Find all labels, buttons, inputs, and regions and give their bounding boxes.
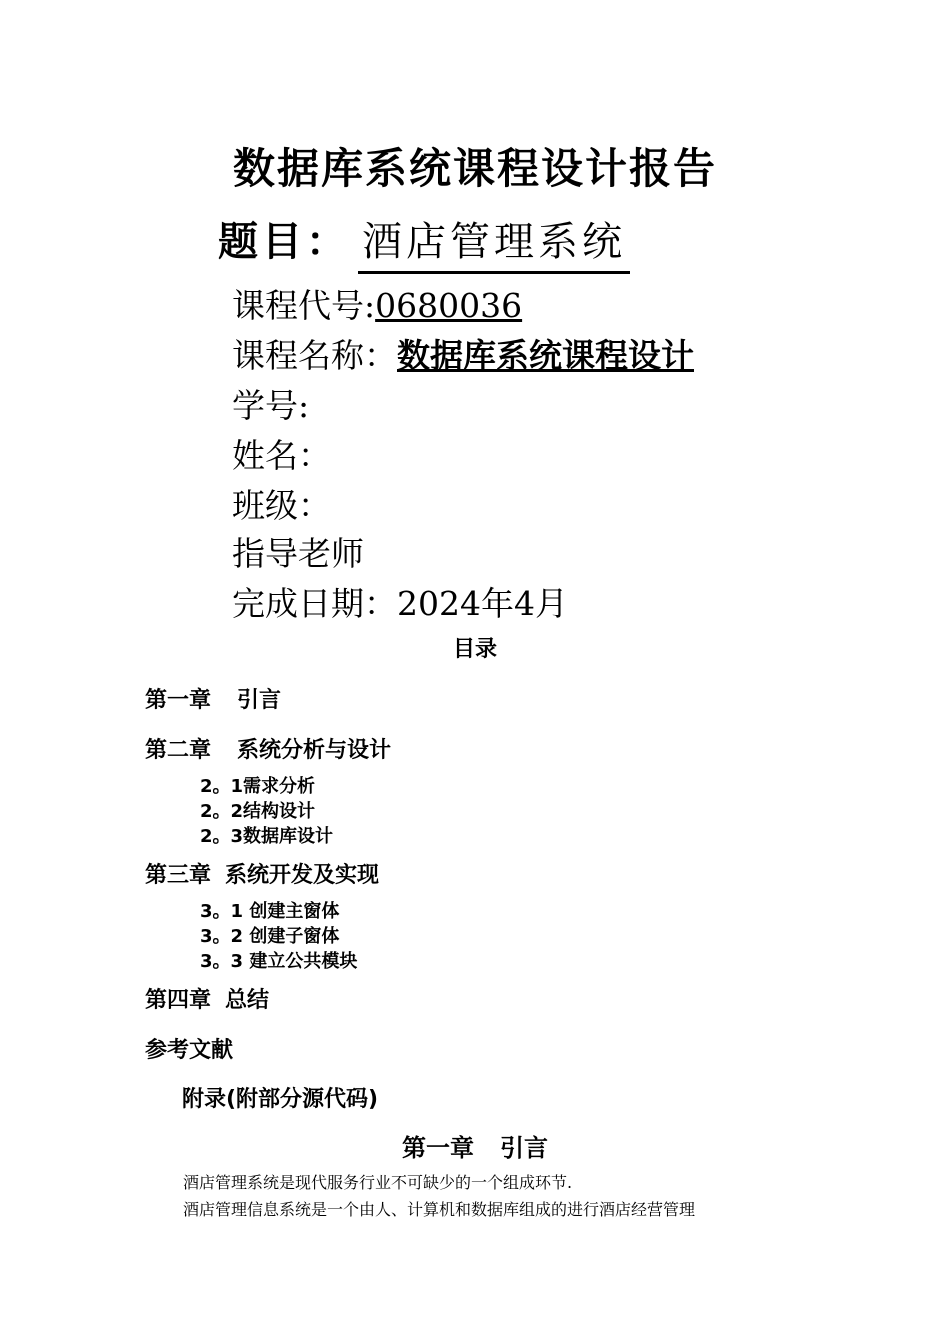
- toc-chapter-num: 第四章: [145, 988, 212, 1013]
- completion-date-value: 2024年4月: [397, 584, 568, 623]
- toc-chapter-title: 总结: [225, 988, 270, 1013]
- chapter-1-paragraph-line: 酒店管理信息系统是一个由人、计算机和数据库组成的进行酒店经营管理: [183, 1200, 696, 1219]
- chapter-1-paragraph-line: 酒店管理系统是现代服务行业不可缺少的一个组成环节.: [183, 1173, 573, 1192]
- course-code-line: [232, 280, 522, 327]
- course-code-label: 课程代号:: [232, 286, 376, 325]
- toc-title: 目录: [452, 637, 497, 662]
- course-code-value: 0680036: [375, 286, 523, 325]
- toc-section-2-1: 2。1需求分析: [200, 776, 316, 797]
- advisor-label: 指导老师: [232, 534, 364, 573]
- toc-section-2-2: 2。2结构设计: [200, 801, 316, 822]
- completion-date-label: 完成日期：: [232, 584, 397, 623]
- toc-chapter-num: 第三章: [145, 863, 212, 888]
- toc-section-3-1: 3。1 创建主窗体: [200, 901, 340, 922]
- toc-chapter-title: 系统开发及实现: [225, 863, 380, 888]
- toc-chapter-title: 系统分析与设计: [237, 738, 392, 763]
- course-name-value: 数据库系统课程设计: [397, 336, 694, 375]
- toc-section-3-3: 3。3 建立公共模块: [200, 951, 358, 972]
- toc-chapter-1: [145, 683, 281, 714]
- chapter-1-num: 第一章: [402, 1134, 474, 1162]
- name-label: 姓名：: [232, 436, 331, 475]
- chapter-1-title: 引言: [500, 1134, 548, 1162]
- toc-chapter-4: [145, 983, 269, 1014]
- toc-chapter-2: [145, 733, 391, 764]
- class-label: 班级：: [232, 486, 331, 525]
- toc-chapter-3: [145, 858, 379, 889]
- report-title: 数据库系统课程设计报告: [232, 144, 717, 193]
- course-name-label: 课程名称：: [232, 336, 397, 375]
- course-name-line: [232, 330, 694, 377]
- toc-appendix: 附录(附部分源代码): [182, 1087, 379, 1112]
- student-id-label: 学号:: [232, 386, 310, 425]
- chapter-1-heading: [0, 1128, 950, 1163]
- topic-line: [218, 210, 630, 274]
- toc-section-3-2: 3。2 创建子窗体: [200, 926, 340, 947]
- toc-chapter-title: 引言: [237, 688, 282, 713]
- toc-chapter-num: 第一章: [145, 688, 212, 713]
- completion-date-line: [232, 578, 568, 625]
- toc-references: 参考文献: [145, 1038, 234, 1063]
- topic-label: 题目：: [218, 219, 350, 265]
- toc-section-2-3: 2。3数据库设计: [200, 826, 334, 847]
- topic-value: 酒店管理系统: [358, 210, 630, 274]
- toc-chapter-num: 第二章: [145, 738, 212, 763]
